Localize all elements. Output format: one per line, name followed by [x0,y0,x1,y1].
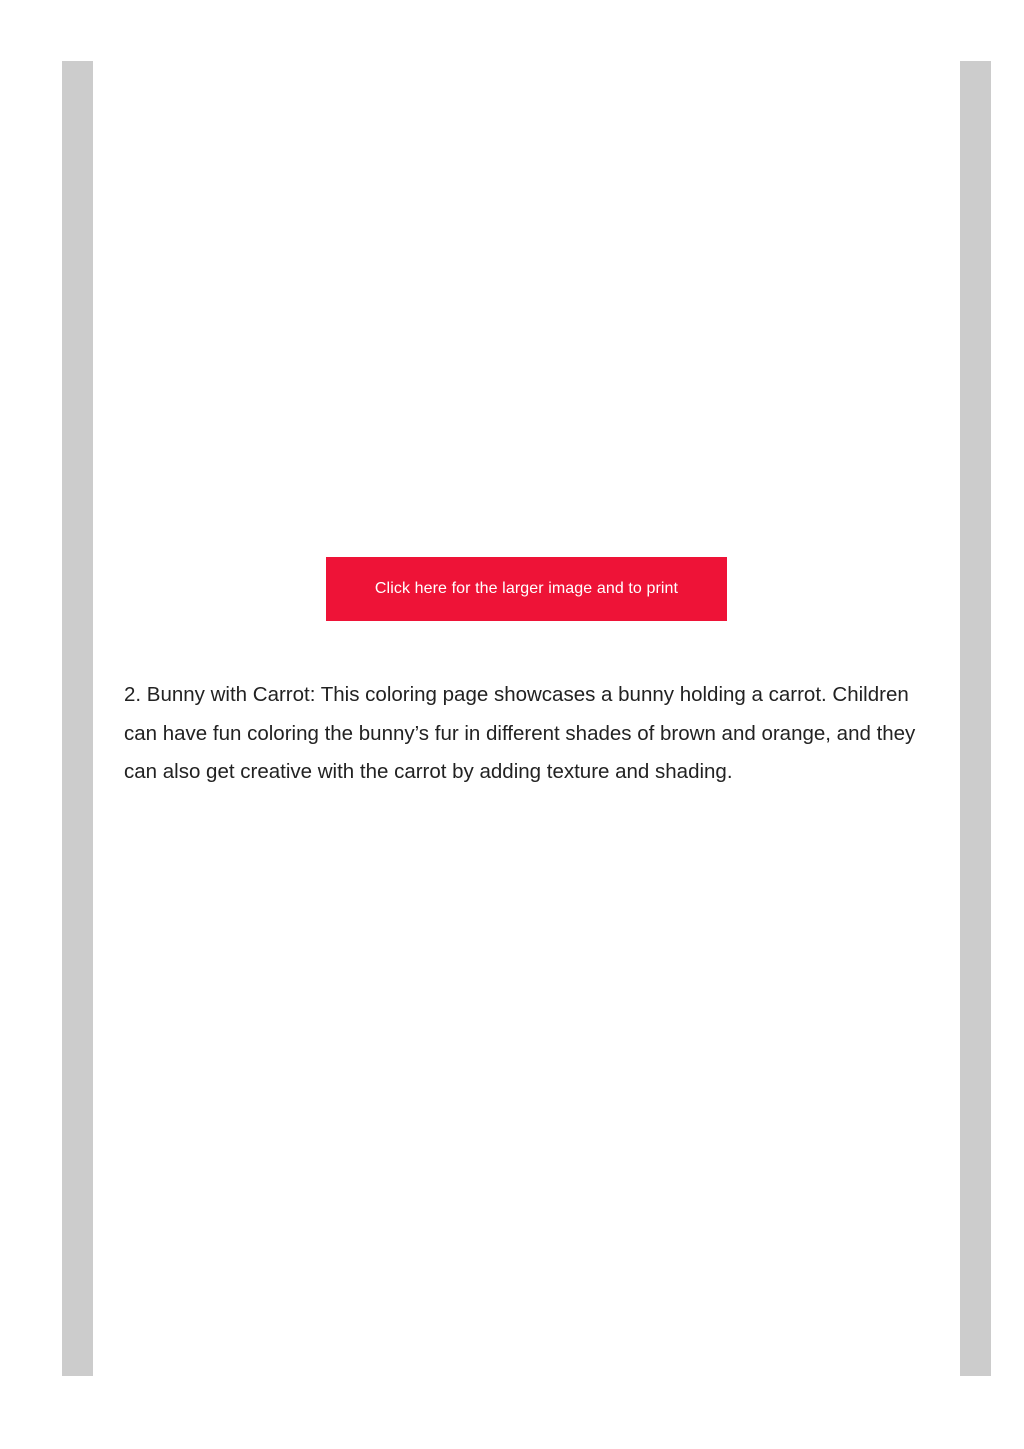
right-side-bar [960,61,991,1376]
coloring-image-area [93,61,960,541]
larger-image-print-button[interactable]: Click here for the larger image and to print [326,557,727,621]
article-content [93,61,960,1376]
bunny-with-carrot-description: 2. Bunny with Carrot: This coloring page showcases a bunny holding a carrot. Children can have fun coloring the bunny’s fur in different shades of brown and orange, and they can also get creative with the carrot by adding texture and shading. [124,683,916,783]
left-side-bar [62,61,93,1376]
